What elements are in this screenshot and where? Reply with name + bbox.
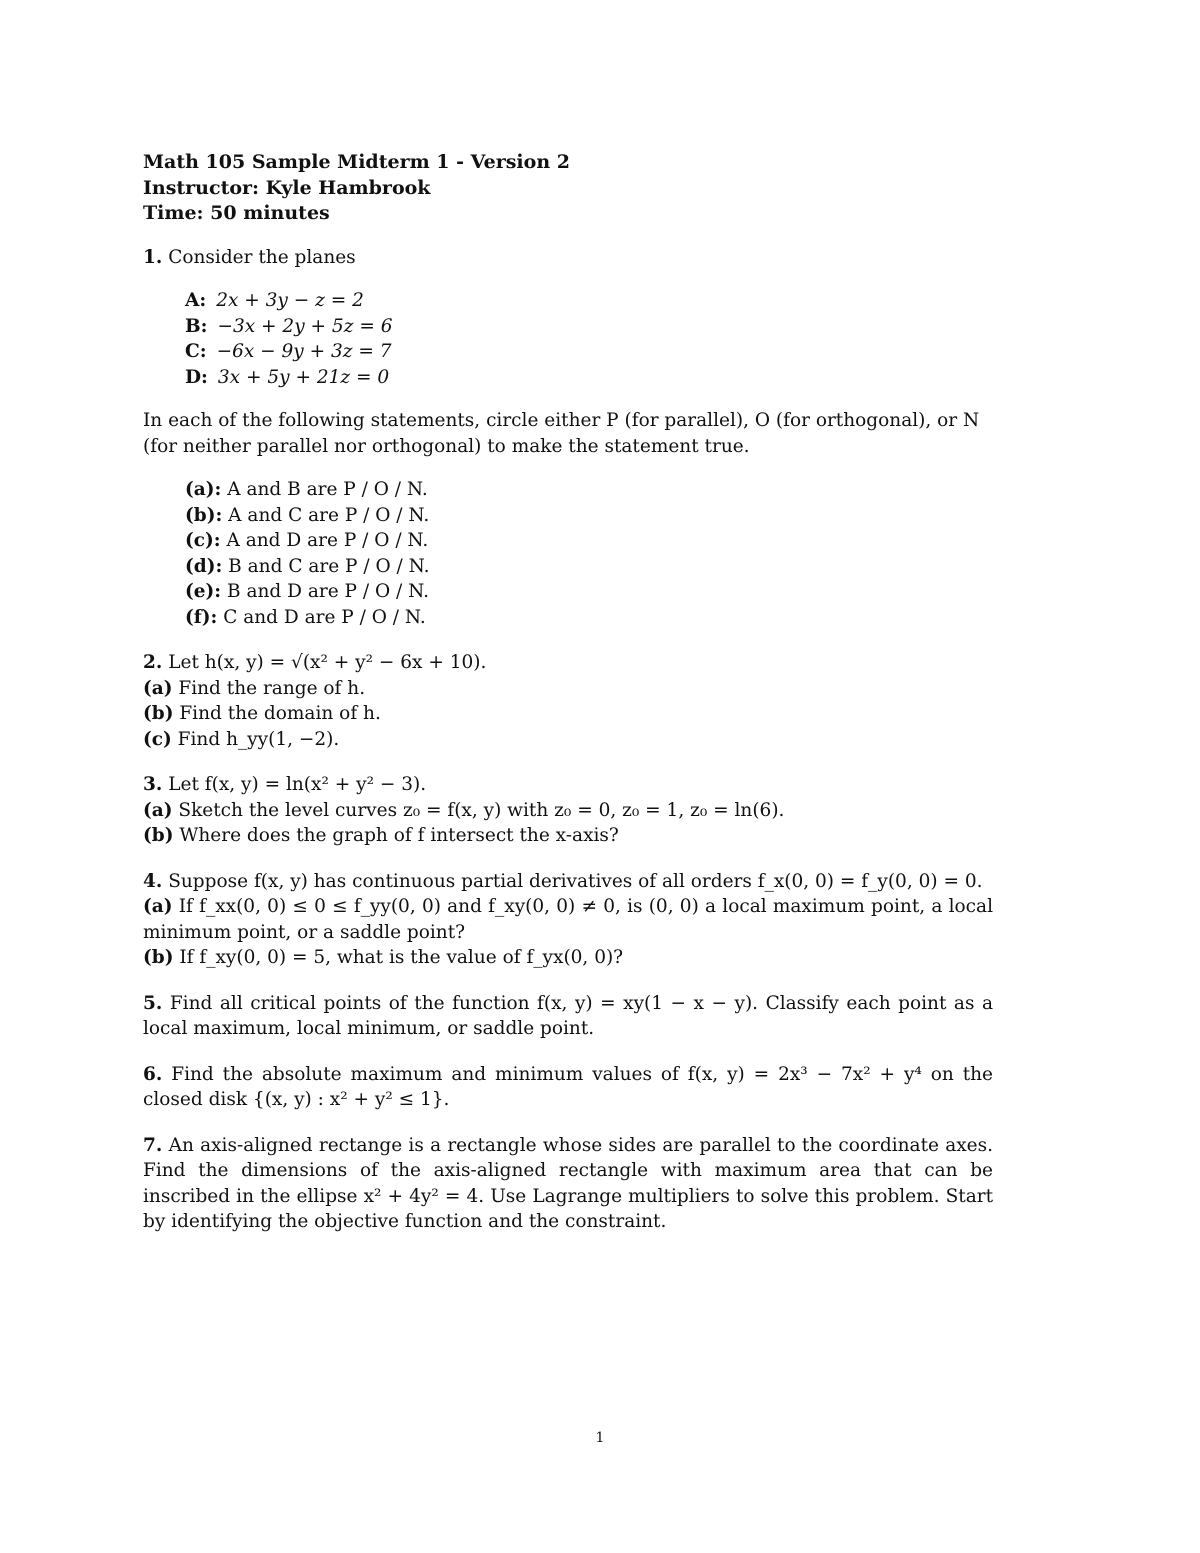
q7-text: An axis-aligned rectange is a rectangle whose sides are parallel to the coordinate axes. Find the dimensions of the axis-aligned rectangle with maximum area that can be inscribed in the ellipse x² + 4y² = 4. Use Lagrange multipliers to solve this problem. Start by identifying the objective function and the constraint. [143,1134,993,1232]
q6-text: Find the absolute maximum and minimum values of f(x, y) = 2x³ − 7x² + y⁴ on the closed disk {(x, y) : x² + y² ≤ 1}. [143,1063,993,1110]
q1-number: 1. [143,246,163,268]
q1-part-c: (c): A and D are P / O / N. [185,530,429,551]
q2-intro: Let h(x, y) = √(x² + y² − 6x + 10). [168,652,487,673]
time-line: Time: 50 minutes [143,202,330,224]
q4-part-b: (b) If f_xy(0, 0) = 5, what is the value of f_yx(0, 0)? [143,947,624,968]
exam-page [143,150,993,1235]
question-7: 7. An axis-aligned rectange is a rectangle whose sides are parallel to the coordinate axes. Find the dimensions of the axis-aligned rectangle with maximum area that can be inscribed in the ellipse x² + 4y² = 4. Use Lagrange multipliers to solve this problem. Start by identifying the objective function and the constraint. [143,1134,993,1232]
q1-instructions: In each of the following statements, circle either P (for parallel), O (for orthogonal), or N (for neither parallel nor orthogonal) to make the statement true. [143,410,980,457]
q4-part-a: (a) If f_xx(0, 0) ≤ 0 ≤ f_yy(0, 0) and f_xy(0, 0) ≠ 0, is (0, 0) a local maximum point, a local minimum point, or a saddle point? [143,896,993,943]
plane-b: B: −3x + 2y + 5z = 6 [185,315,393,337]
question-3: 3. Let f(x, y) = ln(x² + y² − 3). (a) Sketch the level curves z₀ = f(x, y) with z₀ = 0, z₀ = 1, z₀ = ln(6). (b) Where does the graph of f intersect the x-axis? [143,772,993,849]
plane-d: D: 3x + 5y + 21z = 0 [185,366,390,388]
q1-parts [143,477,993,630]
question-1 [143,245,993,631]
q2-part-a: (a) Find the range of h. [143,677,366,699]
q4-intro: Suppose f(x, y) has continuous partial derivatives of all orders f_x(0, 0) = f_y(0, 0) = 0. [168,870,983,892]
q3-part-b: (b) Where does the graph of f intersect the x-axis? [143,825,619,846]
q1-part-f: (f): C and D are P / O / N. [185,606,426,628]
question-2: 2. Let h(x, y) = √(x² + y² − 6x + 10). (a) Find the range of h. (b) Find the domain of h. (c) Find h_yy(1, −2). [143,650,993,752]
q5-text: Find all critical points of the function f(x, y) = xy(1 − x − y). Classify each point as a local maximum, local minimum, or saddle point. [143,992,993,1039]
q2-part-b: (b) Find the domain of h. [143,703,381,724]
q2-part-c: (c) Find h_yy(1, −2). [143,728,340,750]
q3-intro: Let f(x, y) = ln(x² + y² − 3). [168,774,427,795]
q1-part-b: (b): A and C are P / O / N. [185,504,430,526]
plane-a: A: 2x + 3y − z = 2 [185,290,364,311]
planes-list [143,288,993,390]
q1-part-e: (e): B and D are P / O / N. [185,581,430,602]
q1-part-d: (d): B and C are P / O / N. [185,555,430,577]
question-4: 4. Suppose f(x, y) has continuous partial derivatives of all orders f_x(0, 0) = f_y(0, 0) = 0. (a) If f_xx(0, 0) ≤ 0 ≤ f_yy(0, 0) and f_xy(0, 0) ≠ 0, is (0, 0) a local maximum point, a local minimum point, or a saddle point? (b) If f_xy(0, 0) = 5, what is the value of f_yx(0, 0)? [143,869,993,971]
plane-c: C: −6x − 9y + 3z = 7 [185,341,392,362]
q1-part-a: (a): A and B are P / O / N. [185,479,428,500]
q1-intro: Consider the planes [168,246,356,268]
page-number: 1 [595,1430,605,1446]
instructor-line: Instructor: Kyle Hambrook [143,176,431,199]
exam-title: Math 105 Sample Midterm 1 - Version 2 [143,151,570,173]
question-5: 5. Find all critical points of the function f(x, y) = xy(1 − x − y). Classify each point as a local maximum, local minimum, or saddle point. [143,992,993,1039]
question-6: 6. Find the absolute maximum and minimum values of f(x, y) = 2x³ − 7x² + y⁴ on the closed disk {(x, y) : x² + y² ≤ 1}. [143,1063,993,1110]
q3-part-a: (a) Sketch the level curves z₀ = f(x, y) with z₀ = 0, z₀ = 1, z₀ = ln(6). [143,799,785,821]
